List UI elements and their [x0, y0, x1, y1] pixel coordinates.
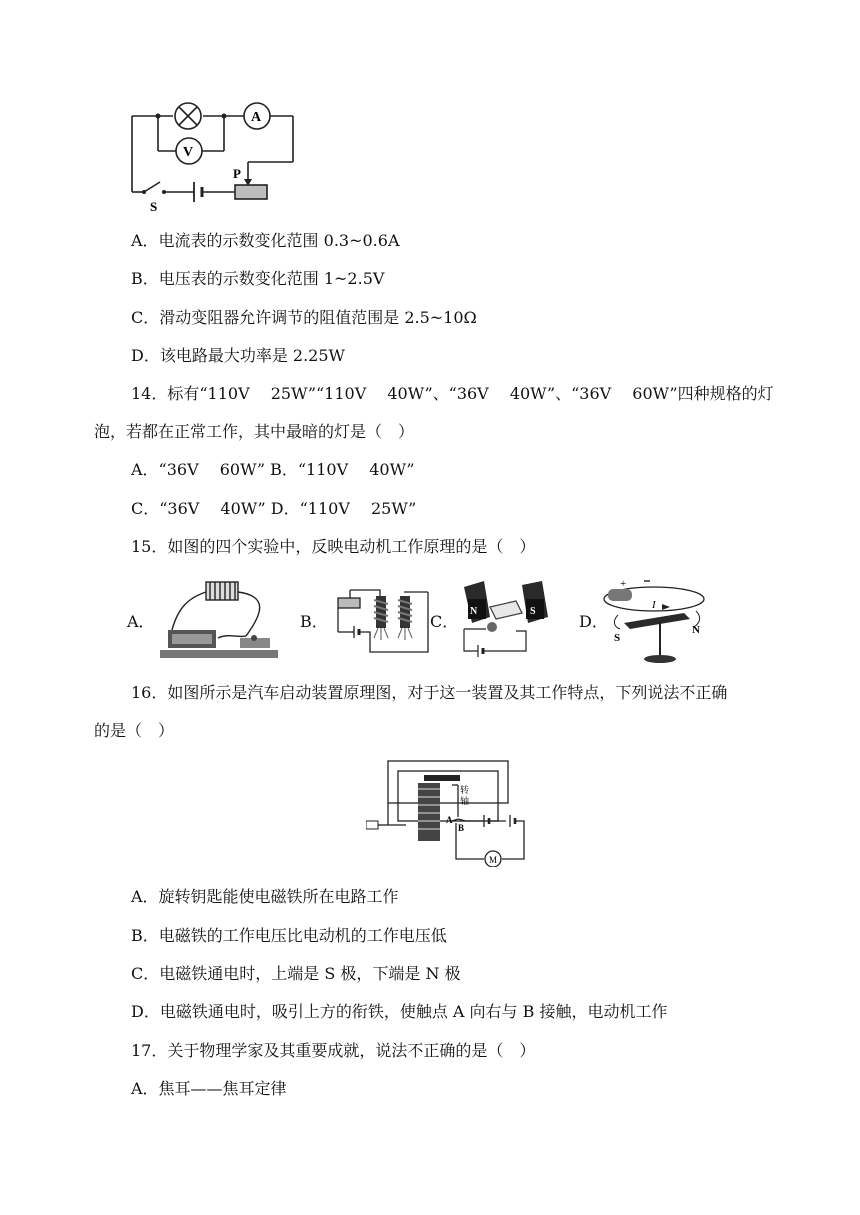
q15-option-c-label: C． [430, 612, 459, 631]
magnet-n-label: N [470, 606, 478, 617]
q13-circuit-diagram [120, 96, 305, 214]
q17-option-a: A．焦耳——焦耳定律 [131, 1079, 287, 1098]
voltmeter-symbol: V [183, 145, 194, 160]
axis-label-2: 轴 [460, 796, 470, 806]
q14-options-line2: C．“36V 40W” D．“110V 25W” [131, 499, 417, 518]
q16-starter-diagram [366, 757, 528, 867]
contact-b-label: B [458, 823, 465, 833]
q16-option-c: C．电磁铁通电时，上端是 S 极，下端是 N 极 [131, 964, 461, 983]
q15-stem: 15．如图的四个实验中，反映电动机工作原理的是（ ） [131, 537, 536, 556]
q15-figure-b [330, 582, 434, 656]
q17-stem: 17．关于物理学家及其重要成就，说法不正确的是（ ） [131, 1041, 536, 1060]
q15-figure-c [456, 577, 556, 661]
q15-figure-a [158, 578, 286, 660]
current-label: I [652, 599, 656, 611]
q15-option-a-label: A． [127, 612, 155, 631]
q13-option-d: D．该电路最大功率是 2.25W [131, 346, 345, 365]
q16-stem-line1: 16．如图所示是汽车启动装置原理图，对于这一装置及其工作特点，下列说法不正确 [131, 683, 728, 702]
q13-option-c: C．滑动变阻器允许调节的阻值范围是 2.5~10Ω [131, 308, 477, 327]
q16-option-d: D．电磁铁通电时，吸引上方的衔铁，使触点 A 向右与 B 接触，电动机工作 [131, 1002, 668, 1021]
q13-option-a: A．电流表的示数变化范围 0.3~0.6A [131, 231, 400, 250]
q14-stem-line2: 泡，若都在正常工作，其中最暗的灯是（ ） [94, 422, 415, 441]
ammeter-symbol: A [251, 110, 262, 125]
axis-label-1: 转 [460, 785, 470, 795]
contact-a-label: A [446, 815, 453, 825]
slider-label: P [233, 166, 241, 181]
q16-option-b: B．电磁铁的工作电压比电动机的工作电压低 [131, 926, 447, 945]
q14-stem-line1: 14．标有“110V 25W”“110V 40W”、“36V 40W”、“36V 60W”四种规格的灯 [131, 384, 774, 403]
q14-options-line1: A．“36V 60W” B．“110V 40W” [131, 460, 415, 479]
needle-n-label: N [692, 624, 700, 636]
q15-figure-d [600, 575, 712, 667]
q13-option-b: B．电压表的示数变化范围 1~2.5V [131, 269, 385, 288]
magnet-s-label: S [530, 606, 536, 617]
motor-label: M [489, 855, 498, 865]
svg-text:+: + [620, 578, 627, 590]
q15-option-d-label: D． [579, 612, 608, 631]
q16-stem-line2: 的是（ ） [94, 721, 175, 740]
needle-s-label: S [614, 632, 621, 644]
switch-label: S [150, 199, 158, 214]
q15-option-b-label: B． [300, 612, 328, 631]
q16-option-a: A．旋转钥匙能使电磁铁所在电路工作 [131, 887, 399, 906]
